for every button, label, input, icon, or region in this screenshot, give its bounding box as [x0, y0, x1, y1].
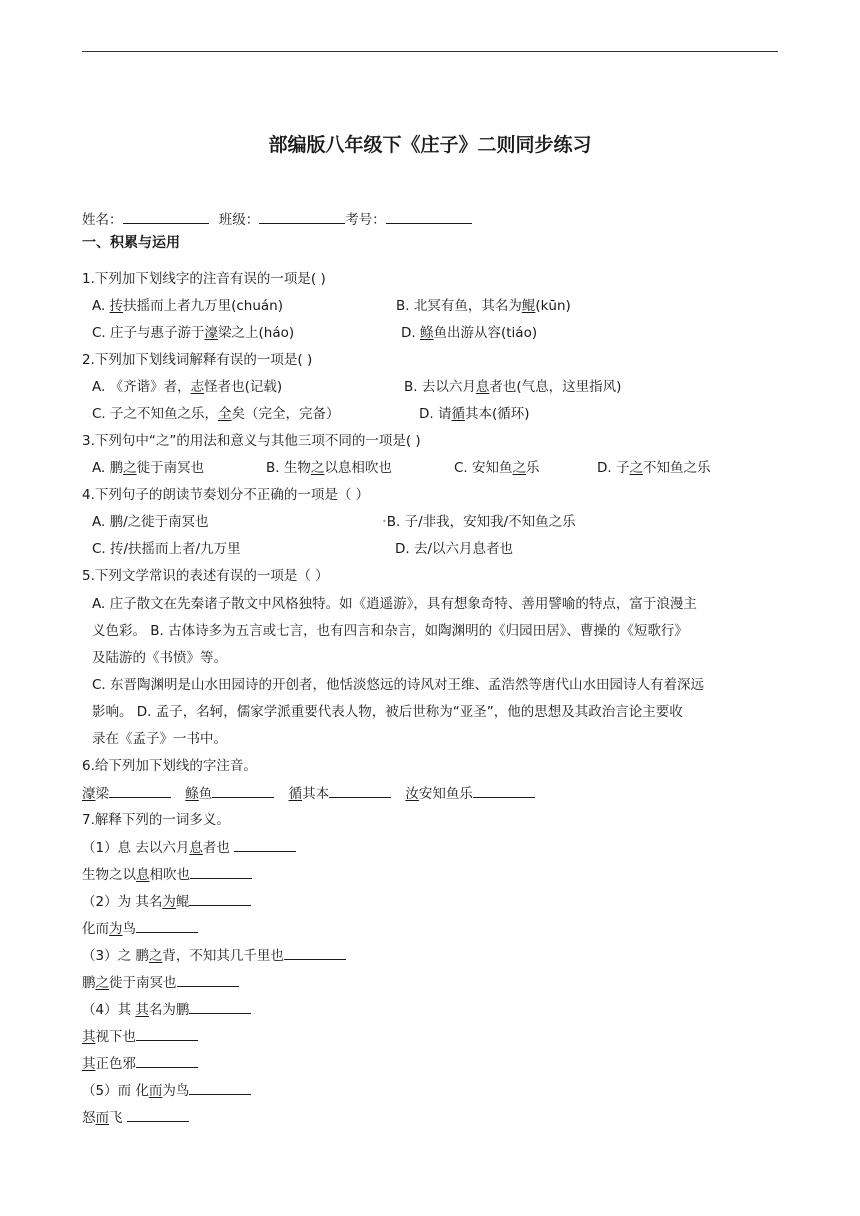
- q4-option-a[interactable]: A. 鹏/之徙于南冥也: [92, 514, 209, 530]
- option-text: 怪者也(记载): [204, 379, 283, 395]
- answer-blank[interactable]: [234, 837, 296, 852]
- student-info: [82, 209, 472, 230]
- q3-option-b[interactable]: [266, 458, 392, 478]
- answer-blank[interactable]: [329, 783, 391, 798]
- q7-item-2b: [82, 918, 198, 939]
- underlined-char: 循: [451, 406, 465, 422]
- q5-line-3: 及陆游的《书愤》等。: [92, 650, 227, 666]
- item-text: （5）而 化: [82, 1083, 149, 1099]
- underlined-char: 濠: [204, 325, 219, 341]
- q5-line-5: 影响。 D. 孟子，名轲，儒家学派重要代表人物，被后世称为“亚圣”，他的思想及其政治言论主要收: [92, 704, 683, 720]
- section-heading: 一、积累与运用: [82, 235, 180, 251]
- underlined-char: 息: [136, 867, 150, 883]
- item-text: （4）其: [82, 1002, 136, 1018]
- option-text: 鱼出游从容(tiáo): [433, 325, 538, 341]
- class-label: 班级：: [218, 212, 260, 228]
- id-field[interactable]: [386, 209, 472, 224]
- item-text: 飞: [109, 1110, 127, 1126]
- marker-dot: •: [382, 517, 387, 526]
- answer-blank[interactable]: [136, 1026, 198, 1041]
- answer-blank[interactable]: [473, 783, 535, 798]
- option-text: 不知鱼之乐: [642, 460, 711, 476]
- q5-line-6: 录在《孟子》一书中。: [92, 731, 227, 747]
- underlined-char: 之: [95, 975, 109, 991]
- option-text: C. 安知鱼: [454, 460, 513, 476]
- q4-option-d[interactable]: D. 去/以六月息者也: [395, 541, 514, 557]
- q7-item-2a: [82, 891, 251, 912]
- underlined-char: 之: [512, 460, 527, 476]
- item-text: （1）息 去以六月: [82, 840, 190, 856]
- answer-blank[interactable]: [284, 945, 346, 960]
- item-text: （3）之 鹏: [82, 948, 149, 964]
- q1-option-c[interactable]: [92, 323, 294, 343]
- q6-answer-row: [82, 783, 535, 804]
- underlined-char: 之: [629, 460, 643, 476]
- underlined-char: 其: [135, 1002, 149, 1018]
- underlined-char: 之: [123, 460, 137, 476]
- item-text: 者也: [202, 840, 235, 856]
- q1-option-a[interactable]: [92, 296, 283, 316]
- q2-option-d[interactable]: [419, 404, 530, 424]
- underlined-char: 循: [288, 786, 303, 802]
- underlined-char: 息: [475, 379, 490, 395]
- question-6-stem: 6.给下列加下划线的字注音。: [82, 758, 257, 774]
- item-text: 为鸟: [162, 1083, 190, 1099]
- answer-blank[interactable]: [177, 972, 239, 987]
- underlined-char: 息: [189, 840, 203, 856]
- option-text: 以息相吹也: [324, 460, 392, 476]
- option-text: D. 请: [419, 406, 452, 422]
- underlined-char: 全: [218, 406, 232, 422]
- item-text: 徙于南冥也: [109, 975, 177, 991]
- option-text: 其本(循环): [464, 406, 530, 422]
- id-label: 考号：: [345, 212, 386, 228]
- item-text: 名为鹏: [148, 1002, 190, 1018]
- answer-blank[interactable]: [189, 999, 251, 1014]
- answer-blank[interactable]: [136, 918, 198, 933]
- class-field[interactable]: [259, 209, 345, 224]
- question-3-stem: 3.下列句中“之”的用法和意义与其他三项不同的一项是( ): [82, 433, 421, 449]
- q2-option-b[interactable]: [404, 377, 621, 397]
- answer-blank[interactable]: [109, 783, 171, 798]
- answer-blank[interactable]: [127, 1107, 189, 1122]
- option-text: A. 《齐谐》者，: [92, 379, 191, 395]
- underlined-char: 而: [95, 1110, 109, 1126]
- word-text: 鱼: [198, 786, 213, 802]
- option-text: B. 去以六月: [404, 379, 476, 395]
- underlined-char: 汝: [405, 786, 419, 802]
- q2-option-a[interactable]: [92, 377, 282, 397]
- question-4-stem: 4.下列句子的朗读节奏划分不正确的一项是（ ）: [82, 487, 370, 503]
- option-text: 梁之上(háo): [218, 325, 295, 341]
- underlined-char: 其: [82, 1029, 96, 1045]
- option-text: 矣（完全，完备）: [231, 406, 340, 422]
- underlined-char: 而: [148, 1083, 163, 1099]
- word-text: 梁: [95, 786, 109, 802]
- underlined-char: 志: [190, 379, 205, 395]
- item-text: 化而: [82, 921, 109, 937]
- item-text: 怒: [82, 1110, 96, 1126]
- underlined-char: 之: [148, 948, 163, 964]
- answer-blank[interactable]: [212, 783, 274, 798]
- item-text: 鲲: [175, 894, 190, 910]
- underlined-char: 抟: [109, 298, 124, 314]
- item-text: （2）为 其名: [82, 894, 163, 910]
- underlined-char: 鲦: [185, 786, 199, 802]
- q7-item-1a: [82, 837, 296, 858]
- q7-item-4a: [82, 999, 251, 1020]
- question-7-stem: 7.解释下列的一词多义。: [82, 812, 230, 828]
- item-text: 视下也: [95, 1029, 136, 1045]
- q7-item-5b: [82, 1107, 189, 1128]
- underlined-char: 鲦: [419, 325, 434, 341]
- q1-option-d[interactable]: [401, 323, 537, 343]
- option-text: 乐: [526, 460, 540, 476]
- q5-line-4: C. 东晋陶渊明是山水田园诗的开创者，他恬淡悠远的诗风对王维、孟浩然等唐代山水田园诗人有着深远: [92, 677, 705, 693]
- answer-blank[interactable]: [189, 891, 251, 906]
- q3-option-d[interactable]: [597, 458, 710, 478]
- option-text: C. 子之不知鱼之乐，: [92, 406, 219, 422]
- underlined-char: 为: [109, 921, 123, 937]
- q4-option-b[interactable]: [382, 512, 576, 532]
- q2-option-c[interactable]: [92, 404, 340, 424]
- option-text: D.: [401, 325, 420, 341]
- q5-line-1: A. 庄子散文在先秦诸子散文中风格独特。如《逍遥游》，具有想象奇特、善用譬喻的特点，富于浪漫主: [92, 596, 697, 612]
- item-text: 鹏: [82, 975, 96, 991]
- word-text: 安知鱼乐: [418, 786, 473, 802]
- q4-option-c[interactable]: C. 抟/扶摇而上者/九万里: [92, 541, 241, 557]
- underlined-char: 鲲: [521, 298, 536, 314]
- header-rule: [82, 51, 778, 52]
- option-text: B. 北冥有鱼，其名为: [396, 298, 522, 314]
- underlined-char: 为: [162, 894, 176, 910]
- name-field[interactable]: [123, 209, 209, 224]
- question-1-stem: 1.下列加下划线字的注音有误的一项是( ): [82, 271, 326, 287]
- item-text: 鸟: [122, 921, 136, 937]
- item-text: 背，不知其几千里也: [162, 948, 284, 964]
- q7-item-1b: [82, 864, 252, 885]
- q3-option-a[interactable]: [92, 458, 204, 478]
- option-text: D. 子: [597, 460, 630, 476]
- item-text: 相吹也: [149, 867, 190, 883]
- option-text: 者也(气息，这里指风): [489, 379, 622, 395]
- option-text: B. 子/非我，安知我/不知鱼之乐: [386, 514, 576, 530]
- q3-option-c[interactable]: [454, 458, 540, 478]
- q7-item-5a: [82, 1080, 251, 1101]
- item-text: 正色邪: [95, 1056, 136, 1072]
- name-label: 姓名：: [82, 212, 123, 228]
- underlined-char: 之: [310, 460, 325, 476]
- page-title: 部编版八年级下《庄子》二则同步练习: [268, 134, 592, 156]
- q7-item-3b: [82, 972, 239, 993]
- option-text: B. 生物: [266, 460, 311, 476]
- answer-blank[interactable]: [190, 864, 252, 879]
- item-text: 生物之以: [82, 867, 136, 883]
- q1-option-b[interactable]: [396, 296, 571, 316]
- q7-item-4c: [82, 1053, 198, 1074]
- option-text: C. 庄子与惠子游于: [92, 325, 205, 341]
- option-text: 徙于南冥也: [136, 460, 205, 476]
- answer-blank[interactable]: [189, 1080, 251, 1095]
- option-text: 扶摇而上者九万里(chuán): [123, 298, 283, 314]
- word-text: 其本: [302, 786, 330, 802]
- option-text: A.: [92, 298, 110, 314]
- q5-line-2: 义色彩。 B. 古体诗多为五言或七言，也有四言和杂言，如陶渊明的《归园田居》、曹操的《短歌行》: [92, 623, 688, 639]
- q7-item-3a: [82, 945, 346, 966]
- option-text: A. 鹏: [92, 460, 124, 476]
- option-text: (kūn): [535, 298, 571, 314]
- question-5-stem: 5.下列文学常识的表述有误的一项是（ ）: [82, 568, 329, 584]
- answer-blank[interactable]: [136, 1053, 198, 1068]
- q7-item-4b: [82, 1026, 198, 1047]
- question-2-stem: 2.下列加下划线词解释有误的一项是( ): [82, 352, 313, 368]
- underlined-char: 其: [82, 1056, 96, 1072]
- underlined-char: 濠: [82, 786, 96, 802]
